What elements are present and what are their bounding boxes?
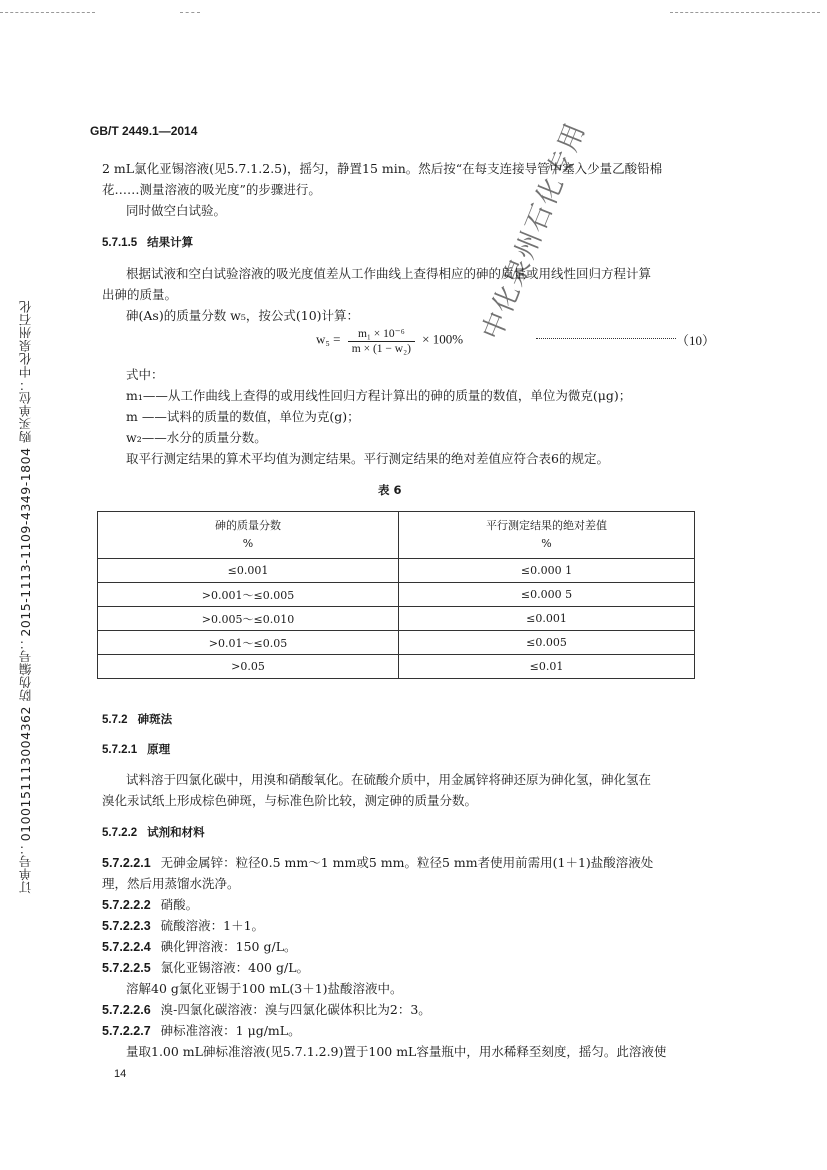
section-title: 砷斑法 [137,712,173,726]
table-row [98,583,695,607]
scan-mark-left [0,12,95,13]
header-line: 砷的质量分数 [215,519,281,532]
formula-10 [316,326,463,355]
intro-line-3: 同时做空白试验。 [126,203,227,218]
reagent-number: 5.7.2.2.7 [102,1024,151,1038]
section-heading-5-7-2-1 [102,741,170,757]
reagent-item [102,895,198,915]
formula-lhs: w₅ = [316,331,341,347]
reagent-number: 5.7.2.2.6 [102,1003,151,1017]
table-cell: ≤0.001 [98,559,399,583]
reagent-text: 氯化亚锡溶液：400 g/L。 [160,960,310,975]
formula-numerator: m₁ × 10⁻⁶ [348,326,415,342]
section-number: 5.7.2.2 [102,827,138,839]
table-cell: >0.005～≤0.010 [98,607,399,631]
reagent-item [102,916,264,936]
reagent-continuation: 理，然后用蒸馏水洗净。 [102,876,240,891]
section-number: 5.7.2 [102,714,128,726]
table-cell: ≤0.000 5 [399,583,695,607]
result-para-1b: 出砷的质量。 [102,287,178,302]
intro-line-1: 2 mL氯化亚锡溶液(见5.7.1.2.5)，摇匀，静置15 min。然后按“在每支连接导管中塞入少量乙酸铅棉 [102,161,663,176]
section-heading-5-7-1-5 [102,234,193,250]
intro-line-2: 花……测量溶液的吸光度”的步骤进行。 [102,182,321,197]
table-row [98,631,695,655]
section-heading-5-7-2-2 [102,824,205,840]
section-number: 5.7.2.1 [102,744,138,756]
watermark-stamp: 中化泉州石化专用 [476,117,593,345]
reagent-text: 硝酸。 [160,897,199,912]
section-title: 结果计算 [147,235,194,249]
where-label: 式中： [126,367,164,382]
reagent-item [102,1000,431,1020]
reagent-text: 硫酸溶液：1＋1。 [160,918,265,933]
formula-fraction [348,326,415,355]
table-header-arsenic [98,512,399,559]
reagent-number: 5.7.2.2.4 [102,940,151,954]
reagent-continuation: 溶解40 g氯化亚锡于100 mL(3＋1)盐酸溶液中。 [126,981,403,996]
table-cell: >0.05 [98,655,399,679]
table-cell: ≤0.000 1 [399,559,695,583]
section-number: 5.7.1.5 [102,237,138,249]
table-row [98,607,695,631]
formula-number: （10） [676,333,716,348]
header-unit: % [242,537,254,550]
table-row [98,559,695,583]
reagent-continuation: 量取1.00 mL砷标准溶液(见5.7.1.2.9)置于100 mL容量瓶中，用水稀释至刻度，摇匀。此溶液使 [126,1044,667,1059]
page-number: 14 [114,1068,127,1080]
def-m1: m₁——从工作曲线上查得的或用线性回归方程计算出的砷的质量的数值，单位为微克(μg)； [126,388,632,403]
table-cell: ≤0.01 [399,655,695,679]
sidebar-order-info: 订单号：0100151113004362 防伪编号：2015-1113-1109-4349-1804 购买单位：中化泉州石化 [18,300,33,894]
table-6 [97,511,695,679]
table-cell: ≤0.001 [399,607,695,631]
result-para-3: 取平行测定结果的算术平均值为测定结果。平行测定结果的绝对差值应符合表6的规定。 [126,451,609,466]
reagent-number: 5.7.2.2.5 [102,961,151,975]
reagent-number: 5.7.2.2.3 [102,919,151,933]
header-unit: % [541,537,552,550]
table-cell: ≤0.005 [399,631,695,655]
table-6-caption: 表 6 [378,483,402,497]
standard-header: GB/T 2449.1—2014 [90,124,198,138]
def-m: m ——试料的质量的数值，单位为克(g)； [126,409,360,424]
reagent-text: 砷标准溶液：1 μg/mL。 [160,1023,301,1038]
reagent-number: 5.7.2.2.1 [102,856,151,870]
reagent-item [102,1021,301,1041]
reagent-item [102,958,309,978]
result-para-2: 砷(As)的质量分数 w₅，按公式(10)计算： [126,308,360,323]
table-header-difference [399,512,695,559]
section-heading-5-7-2 [102,711,172,727]
principle-line-1: 试料溶于四氯化碳中，用溴和硝酸氧化。在硫酸介质中，用金属锌将砷还原为砷化氢，砷化氢在 [126,772,652,787]
reagent-item [102,937,297,957]
header-line: 平行测定结果的绝对差值 [486,519,607,532]
reagent-number: 5.7.2.2.2 [102,898,151,912]
table-header-row [98,512,695,559]
scan-mark-mid [180,12,200,13]
section-title: 试剂和材料 [147,825,205,839]
table-cell: >0.001～≤0.005 [98,583,399,607]
formula-leader [536,338,676,339]
result-para-1a: 根据试液和空白试验溶液的吸光度值差从工作曲线上查得相应的砷的质量或用线性回归方程计算 [126,266,652,281]
reagent-text: 无砷金属锌：粒径0.5 mm～1 mm或5 mm。粒径5 mm者使用前需用(1＋1)盐酸溶液处 [160,855,654,870]
formula-rhs: × 100% [422,331,464,347]
formula-denominator: m × (1 − w₂) [351,343,411,355]
section-title: 原理 [147,742,171,756]
def-w2: w₂——水分的质量分数。 [126,430,267,445]
reagent-item [102,853,653,873]
table-row [98,655,695,679]
principle-line-2: 溴化汞试纸上形成棕色砷斑，与标准色阶比较，测定砷的质量分数。 [102,793,478,808]
reagent-text: 溴-四氯化碳溶液：溴与四氯化碳体积比为2：3。 [160,1002,431,1017]
table-cell: >0.01～≤0.05 [98,631,399,655]
scan-mark-right [670,12,820,13]
reagent-text: 碘化钾溶液：150 g/L。 [160,939,297,954]
